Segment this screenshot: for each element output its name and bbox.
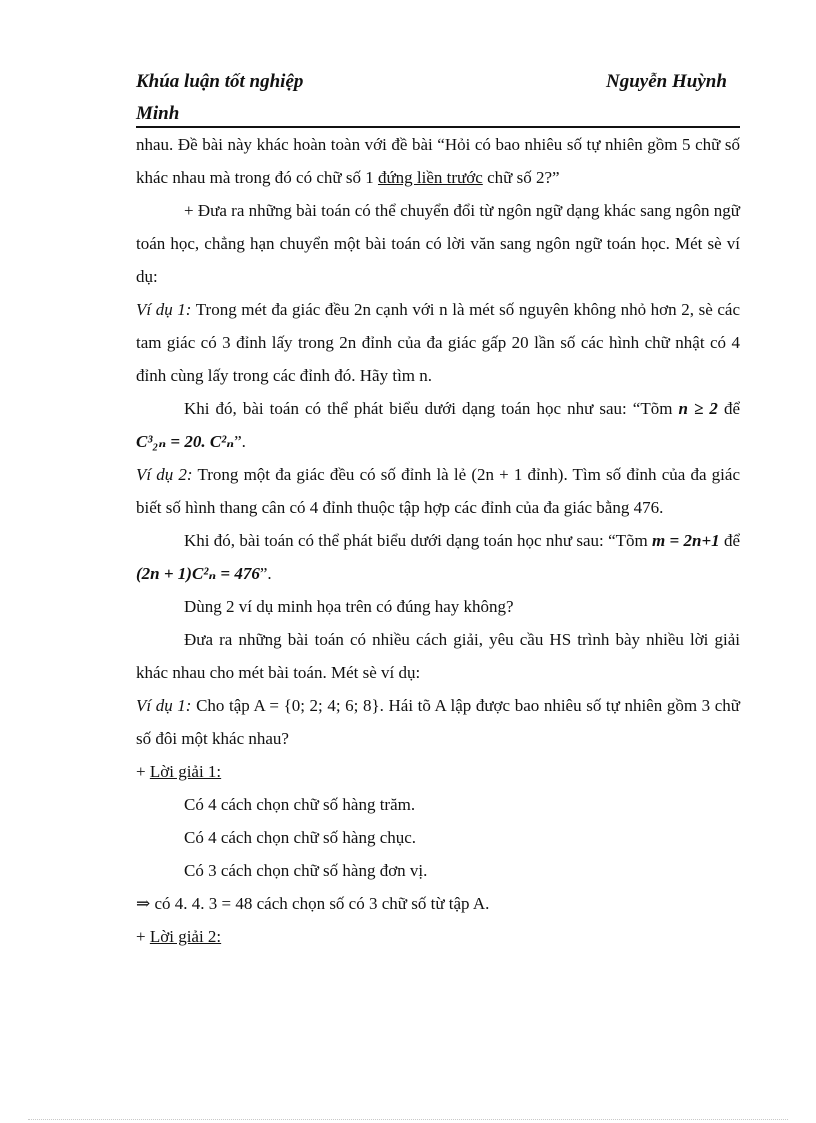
- example-label: Ví dụ 1:: [136, 696, 192, 715]
- solution-label: Lời giải 2:: [149, 927, 222, 946]
- paragraph-2: + Đưa ra những bài toán có thể chuyển đổi từ ngôn ngữ dạng khác sang ngôn ngữ toán học, chẳng hạn chuyển một bài toán có lời văn sang ngôn ngữ toán học. Mét sè ví dụ:: [136, 201, 740, 286]
- underlined-phrase: đứng liền trước: [377, 168, 483, 187]
- math-formula: n ≥ 2: [678, 399, 718, 418]
- paragraph-3: Đưa ra những bài toán có nhiều cách giải, yêu cầu HS trình bày nhiều lời giải khác nhau cho mét bài toán. Mét sè ví dụ:: [136, 630, 740, 682]
- example-2: Ví dụ 2: Trong một đa giác đều có số đỉnh là lẻ (2n + 1 đỉnh). Tìm số đỉnh của đa giác biết số hình thang cân có 4 đỉnh thuộc tập hợp các đỉnh của đa giác bằng 476.: [136, 465, 740, 517]
- example-2-math: Khi đó, bài toán có thể phát biểu dưới dạng toán học như sau: “Tõm m = 2n+1 để (2n + 1)C²ₙ = 476”.: [136, 531, 741, 583]
- header-left: [136, 66, 303, 130]
- math-formula: m = 2n+1: [652, 531, 720, 550]
- header-author: Nguyễn Huỳnh: [606, 71, 727, 92]
- example-label: Ví dụ 2:: [136, 465, 193, 484]
- header-title: Khúa luận tốt nghiệp: [136, 71, 304, 92]
- example-label: Ví dụ 1:: [136, 300, 192, 319]
- example-3: Ví dụ 1: Cho tập A = {0; 2; 4; 6; 8}. Hái tõ A lập được bao nhiêu số tự nhiên gồm 3 chữ số đôi một khác nhau?: [136, 696, 740, 748]
- example-1: Ví dụ 1: Trong mét đa giác đều 2n cạnh với n là mét số nguyên không nhỏ hơn 2, sè các tam giác có 3 đỉnh lấy trong 2n đỉnh của đa giác gấp 20 lần số các hình chữ nhật có 4 đỉnh cùng lấy trong các đỉnh đó. Hãy tìm n.: [136, 300, 740, 385]
- solution-2-heading: + Lời giải 2:: [136, 927, 222, 946]
- solution-label: Lời giải 1:: [149, 762, 222, 781]
- solution-1-heading: + Lời giải 1:: [136, 762, 222, 781]
- paragraph-1: nhau. Đề bài này khác hoàn toàn với đề bài “Hỏi có bao nhiêu số tự nhiên gồm 5 chữ số khác nhau mà trong đó có chữ số 1 đứng liền trước chữ số 2?”: [136, 135, 740, 187]
- conclusion-line: ⇒ có 4. 4. 3 = 48 cách chọn số có 3 chữ số từ tập A.: [136, 894, 490, 913]
- step-3: Có 3 cách chọn chữ số hàng đơn vị.: [184, 861, 428, 880]
- question-line: Dùng 2 ví dụ minh họa trên có đúng hay không?: [184, 597, 514, 616]
- math-formula: C³₂ₙ = 20. C²ₙ: [136, 432, 235, 451]
- step-2: Có 4 cách chọn chữ số hàng chục.: [184, 828, 417, 847]
- header-author-continued: Minh: [136, 103, 180, 124]
- example-1-math: Khi đó, bài toán có thể phát biểu dưới dạng toán học như sau: “Tõm n ≥ 2 để C³₂ₙ = 20. C²ₙ”.: [136, 399, 741, 451]
- step-1: Có 4 cách chọn chữ số hàng trăm.: [184, 795, 416, 814]
- implies-arrow-icon: ⇒: [136, 894, 151, 913]
- body-text: [136, 128, 740, 953]
- math-formula: (2n + 1)C²ₙ = 476: [136, 564, 260, 583]
- footer-divider: [28, 1119, 788, 1120]
